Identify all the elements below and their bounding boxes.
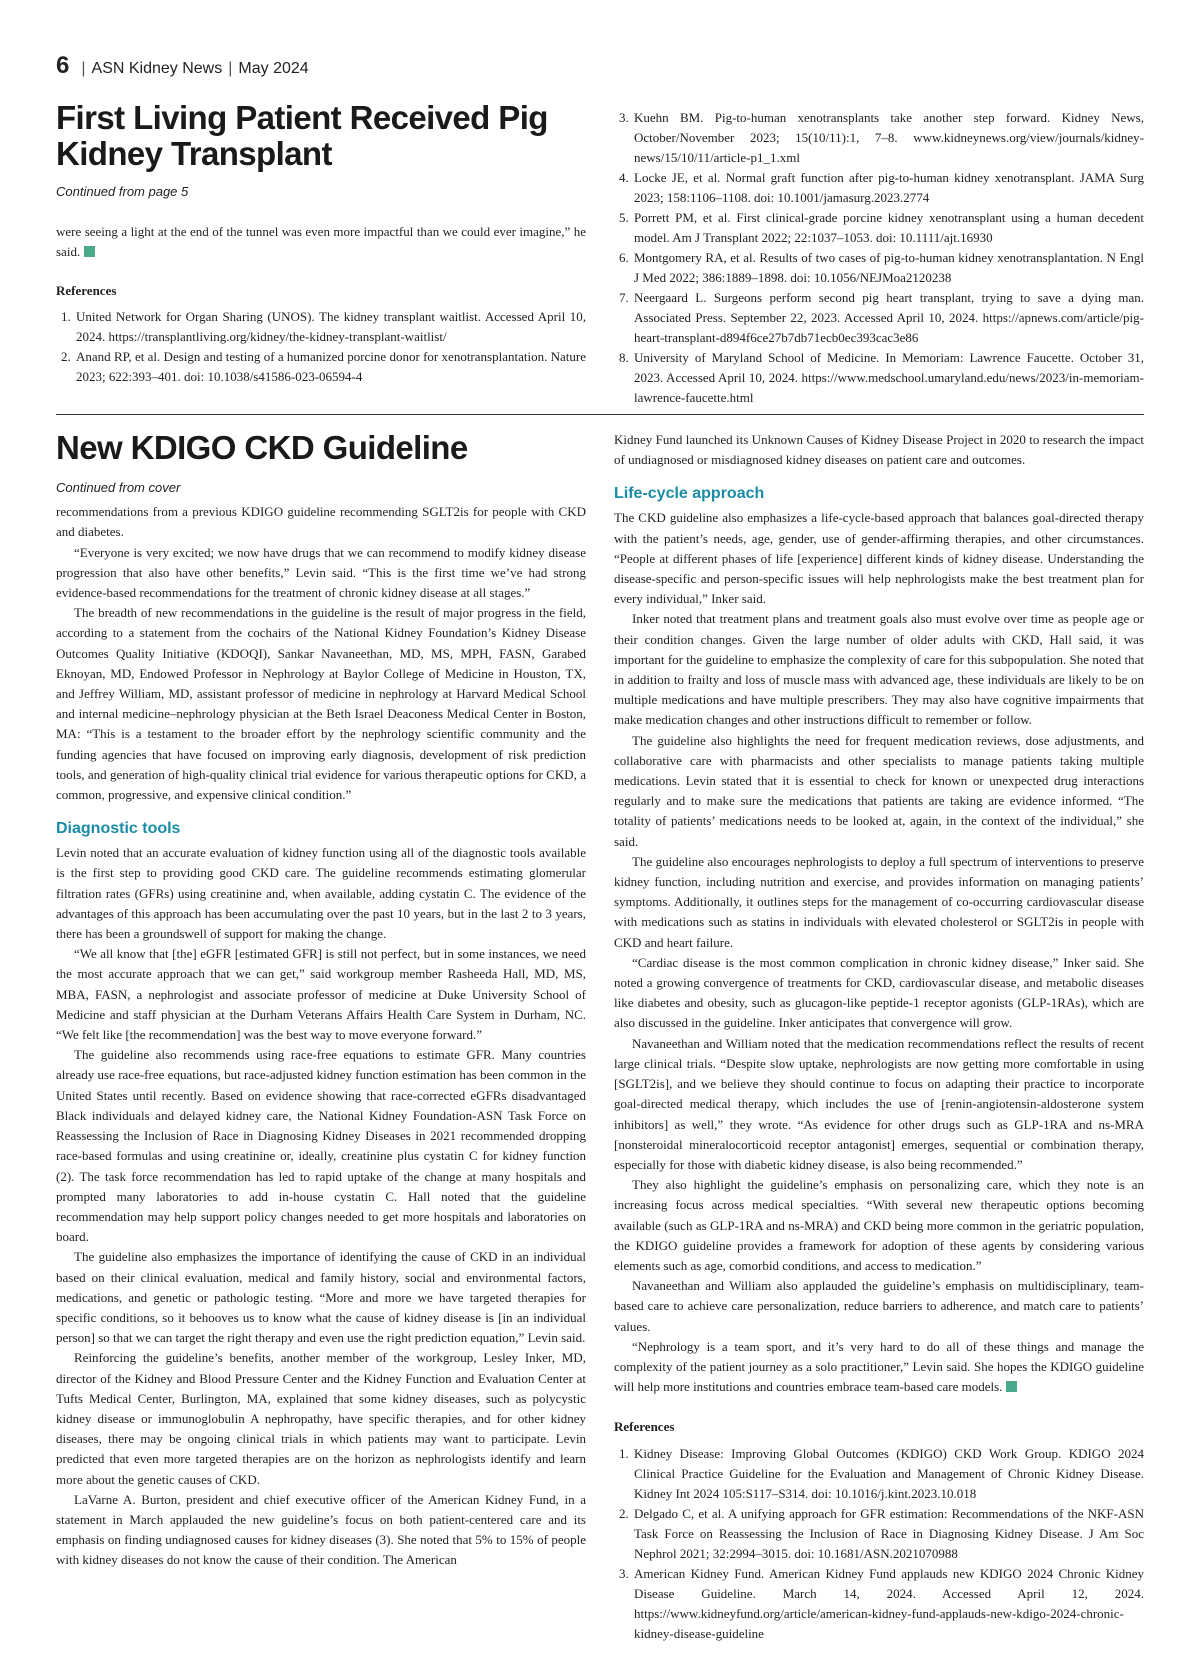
reference-item: 7. Neergaard L. Surgeons perform second pig heart transplant, trying to save a dying man. Associated Press. September 22, 2023. Accessed April 10, 2024. https://apnews.com/article/pig-heart-transplant-d894f6ce27b7db71ecb0ec393cac3e86 (632, 288, 1144, 348)
reference-item: 4. Locke JE, et al. Normal graft function after pig-to-human kidney xenotransplant. JAMA Surg 2023; 158:1106–1108. doi: 10.1001/jamasurg.2023.2774 (632, 168, 1144, 208)
reference-item: 2. Anand RP, et al. Design and testing of a humanized porcine donor for xenotransplantation. Nature 2023; 622:393–401. doi: 10.1038/s41586-023-06594-4 (74, 347, 586, 387)
reference-item: 3. American Kidney Fund. American Kidney Fund applauds new KDIGO 2024 Chronic Kidney Disease Guideline. March 14, 2024. Accessed April 12, 2024. https://www.kidneyfund.org/article/american-kidney-fund-applauds-new-kdigo-2024-chronic-kidney-disease-guideline (632, 1564, 1144, 1644)
article1-references-list-continued (614, 108, 1144, 408)
article2-right-column (614, 430, 1144, 1644)
article1-paragraph: were seeing a light at the end of the tunnel was even more impactful than we could ever imagine,” he said. (56, 224, 586, 260)
subhead-diagnostic-tools: Diagnostic tools (56, 820, 181, 838)
body-paragraph: Kidney Fund launched its Unknown Causes of Kidney Disease Project in 2020 to research the impact of undiagnosed or misdiagnosed kidney diseases on patient care and outcomes. (614, 432, 1144, 468)
reference-item: 6. Montgomery RA, et al. Results of two cases of pig-to-human kidney xenotransplantation. N Engl J Med 2022; 386:1889–1898. doi: 10.1056/NEJMoa2120238 (632, 248, 1144, 288)
reference-item: 2. Delgado C, et al. A unifying approach for GFR estimation: Recommendations of the NKF-ASN Task Force on Reassessing the Inclusion of Race in Diagnosing Kidney Disease. J Am Soc Nephrol 2021; 32:2994–3015. doi: 10.1681/ASN.2021070988 (632, 1504, 1144, 1564)
body-paragraph: Reinforcing the guideline’s benefits, another member of the workgroup, Lesley Inker, MD, director of the Kidney and Blood Pressure Center and the Kidney Function and Evaluation Center at Tufts Medical Center, Burlington, MA, explained that some kidney diseases, such as polycystic kidney disease or immunoglobulin A nephropathy, have specific therapies, and for other kidney diseases, there may be ongoing clinical trials in which patients may want to participate. Levin predicted that even more targeted therapies are on the horizon as nephrologists identify and learn more about the genetic causes of CKD. (56, 1350, 586, 1487)
article1-continued: Continued from page 5 (56, 184, 189, 199)
publication-name: ASN Kidney News (91, 60, 223, 77)
article1-left-column (56, 100, 586, 387)
article2-continued: Continued from cover (56, 480, 181, 495)
body-paragraph: “Cardiac disease is the most common complication in chronic kidney disease,” Inker said. She noted a growing convergence of treatments for CKD, cardiovascular disease, and metabolic diseases like diabetes and obesity, such as glucagon-like peptide-1 receptor agonists (GLP-1RAs), which are also discussed in the guideline. Inker anticipates that convergence will grow. (614, 954, 1144, 1031)
article1-references-list (56, 307, 586, 387)
body-paragraph: The guideline also emphasizes the importance of identifying the cause of CKD in an individual based on their clinical evaluation, medical and family history, social and environmental factors, medications, and genetic or pathologic testing. “More and more we have targeted therapies for specific conditions, so it behooves us to know what the cause of kidney disease is [in an individual person] so that we can target the right therapy and even use the right prediction equation,” Levin said. (56, 1249, 586, 1346)
reference-item: 3. Kuehn BM. Pig-to-human xenotransplants take another step forward. Kidney News, October/November 2023; 15(10/11):1, 7–8. www.kidneynews.org/view/journals/kidney-news/15/10/11/article-p1_1.xml (632, 108, 1144, 168)
reference-item: 1. Kidney Disease: Improving Global Outcomes (KDIGO) CKD Work Group. KDIGO 2024 Clinical Practice Guideline for the Evaluation and Management of Chronic Kidney Disease. Kidney Int 2024 105:S117–S314. doi: 10.1016/j.kint.2023.10.018 (632, 1444, 1144, 1504)
article1-references-heading: References (56, 282, 117, 298)
article2-references-list (614, 1444, 1144, 1644)
body-paragraph: They also highlight the guideline’s emphasis on personalizing care, which they note is an increasing focus across medical specialties. “With several new therapeutic options becoming available (such as GLP-1RA and ns-MRA) and CKD being more common in the geriatric population, the KDIGO guideline provides a framework for adoption of these agents by considering various elements such as age, comorbid conditions, and access to medication.” (614, 1177, 1144, 1273)
issue-date: May 2024 (238, 60, 309, 77)
end-mark-icon (84, 246, 95, 257)
body-paragraph: Inker noted that treatment plans and treatment goals also must evolve over time as people age or their condition changes. Given the large number of older adults with CKD, Hall said, it was important for the guideline to emphasize the complexity of care for this subpopulation. She noted that in addition to frailty and loss of muscle mass with advanced age, these individuals are likely to be on multiple medications and have multiple prescribers. They may also have cognitive impairments that make medication changes and other instructions difficult to remember or follow. (614, 611, 1144, 728)
section-divider (56, 414, 1144, 415)
body-paragraph: LaVarne A. Burton, president and chief executive officer of the American Kidney Fund, in a statement in March applauded the new guideline’s focus on both patient-centered care and its emphasis on finding undiagnosed causes for kidney diseases (3). She noted that 5% to 15% of people with kidney diseases do not know the cause of their condition. The American (56, 1491, 586, 1568)
subhead-life-cycle: Life-cycle approach (614, 485, 765, 503)
body-paragraph: The guideline also encourages nephrologists to deploy a full spectrum of interventions to preserve kidney function, including nutrition and exercise, and provides information on managing patients’ symptoms. Additionally, it outlines steps for the management of co-occurring cardiovascular disease with medications such as statins in individuals with elevated cholesterol or SGLT2is in people with CKD and heart failure. (614, 853, 1144, 950)
end-mark-icon (1006, 1381, 1017, 1392)
body-paragraph: The guideline also recommends using race-free equations to estimate GFR. Many countries already use race-free equations, but race-adjusted kidney function estimation has been common in the United States until recently. Based on evidence showing that race-corrected eGFRs disadvantaged Black individuals and delayed kidney care, the National Kidney Foundation-ASN Task Force on Reassessing the Inclusion of Race in Diagnosing Kidney Diseases in 2021 recommended dropping race-based formulas and using creatinine or, ideally, creatinine plus cystatin C for kidney function (2). The task force recommendation has led to rapid uptake of the change at many hospitals and prompted many laboratories to add in-house cystatin C. Hall noted that the guideline recommendation may help support policy changes needed to get more hospitals and laboratories on board. (56, 1047, 586, 1245)
body-paragraph: Navaneethan and William noted that the medication recommendations reflect the results of recent large clinical trials. “Despite slow uptake, nephrologists are now getting more comfortable in using [SGLT2is], and we believe they should continue to focus on adapting their practice to incorporate goal-directed medical therapy, which includes the use of [renin-angiotensin-aldosterone system inhibitors] as well,” they wrote. “As evidence for other drugs such as GLP-1RA and ns-MRA [nonsteroidal mineralocorticoid receptor antagonist] emerges, sequential or combination therapy, especially for those with diabetic kidney disease, is also being recommended.” (614, 1035, 1144, 1172)
running-head: 6 | ASN Kidney News | May 2024 (56, 52, 309, 79)
body-paragraph: The CKD guideline also emphasizes a life-cycle-based approach that balances goal-directed therapy with the patient’s needs, age, gender, use of gender-affirming therapies, and other circumstances. “People at different phases of life [experience] different kinds of kidney disease. Understanding the disease-specific and person-specific issues will help nephrologists make the best treatment plan for every individual,” Inker said. (614, 510, 1144, 607)
body-paragraph: “We all know that [the] eGFR [estimated GFR] is still not perfect, but in some instances, we need the most accurate approach that we can get,” said workgroup member Rasheeda Hall, MD, MS, MBA, FASN, a nephrologist and associate professor of medicine at Duke University School of Medicine and staff physician at the Durham Veterans Affairs Health Care System in Durham, NC. “We felt like [the recommendation] was the best way to move everyone forward.” (56, 946, 586, 1043)
body-paragraph: The breadth of new recommendations in the guideline is the result of major progress in the field, according to a statement from the cochairs of the National Kidney Foundation’s Kidney Disease Outcomes Quality Initiative (KDOQI), Sankar Navaneethan, MD, MS, MPH, FASN, Garabed Eknoyan, MD, Endowed Professor in Nephrology at Baylor College of Medicine in Houston, TX, and Jeffrey William, MD, assistant professor of medicine in nephrology at Harvard Medical School and internal medicine–nephrology physician at the Beth Israel Deaconess Medical Center in Boston, MA: “This is a testament to the broader effort by the nephrology scientific community and the funding agencies that have focused on improving early diagnosis, development of risk prediction tools, and generation of high-quality clinical trial evidence for various therapeutic options for CKD, a common, progressive, and expensive clinical condition.” (56, 605, 586, 803)
body-paragraph: recommendations from a previous KDIGO guideline recommending SGLT2is for people with CKD and diabetes. (56, 504, 586, 540)
reference-item: 1. United Network for Organ Sharing (UNOS). The kidney transplant waitlist. Accessed April 10, 2024. https://transplantliving.org/kidney/the-kidney-transplant-waitlist/ (74, 307, 586, 347)
body-paragraph: “Everyone is very excited; we now have drugs that we can recommend to modify kidney disease progression that also have other benefits,” Levin said. “This is the first time we’ve had strong evidence-based recommendations for the treatment of chronic kidney disease at all stages.” (56, 544, 586, 601)
reference-item: 5. Porrett PM, et al. First clinical-grade porcine kidney xenotransplant using a human decedent model. Am J Transplant 2022; 22:1037–1053. doi: 10.1111/ajt.16930 (632, 208, 1144, 248)
body-paragraph: “Nephrology is a team sport, and it’s very hard to do all of these things and manage the complexity of the patient journey as a solo practitioner,” Levin said. She hopes the KDIGO guideline will help more institutions and countries embrace team-based care models. (614, 1338, 1144, 1395)
reference-item: 8. University of Maryland School of Medicine. In Memoriam: Lawrence Faucette. October 31, 2023. Accessed April 10, 2024. https://www.medschool.umaryland.edu/news/2023/in-memoriam-lawrence-faucette.html (632, 348, 1144, 408)
body-paragraph: The guideline also highlights the need for frequent medication reviews, dose adjustments, and collaborative care with pharmacists and other specialists to manage patients taking multiple medications. Levin stated that it is essential to check for known or unexpected drug interactions regularly and to make sure the medications that patients are taking are evidence informed. “The totality of patients’ medications needs to be looked at, again, in the context of the individual,” she said. (614, 732, 1144, 849)
body-paragraph: Navaneethan and William also applauded the guideline’s emphasis on multidisciplinary, team-based care to achieve care personalization, reduce barriers to adherence, and match care to patients’ values. (614, 1278, 1144, 1334)
article1-right-column (614, 108, 1144, 408)
article2-left-column (56, 430, 586, 1571)
body-paragraph: Levin noted that an accurate evaluation of kidney function using all of the diagnostic tools available is the first step to providing good CKD care. The guideline recommends estimating glomerular filtration rates (GFRs) using creatinine and, when available, adding cystatin C. The evidence of the advantages of this approach has been accumulating over the past 10 years, but in the last 2 to 3 years, there has been a groundswell of support for making the change. (56, 845, 586, 942)
article2-references-heading: References (614, 1419, 675, 1435)
article1-title: First Living Patient Received Pig Kidney Transplant (56, 99, 548, 172)
page-number: 6 (56, 52, 70, 79)
article2-title: New KDIGO CKD Guideline (56, 429, 468, 466)
